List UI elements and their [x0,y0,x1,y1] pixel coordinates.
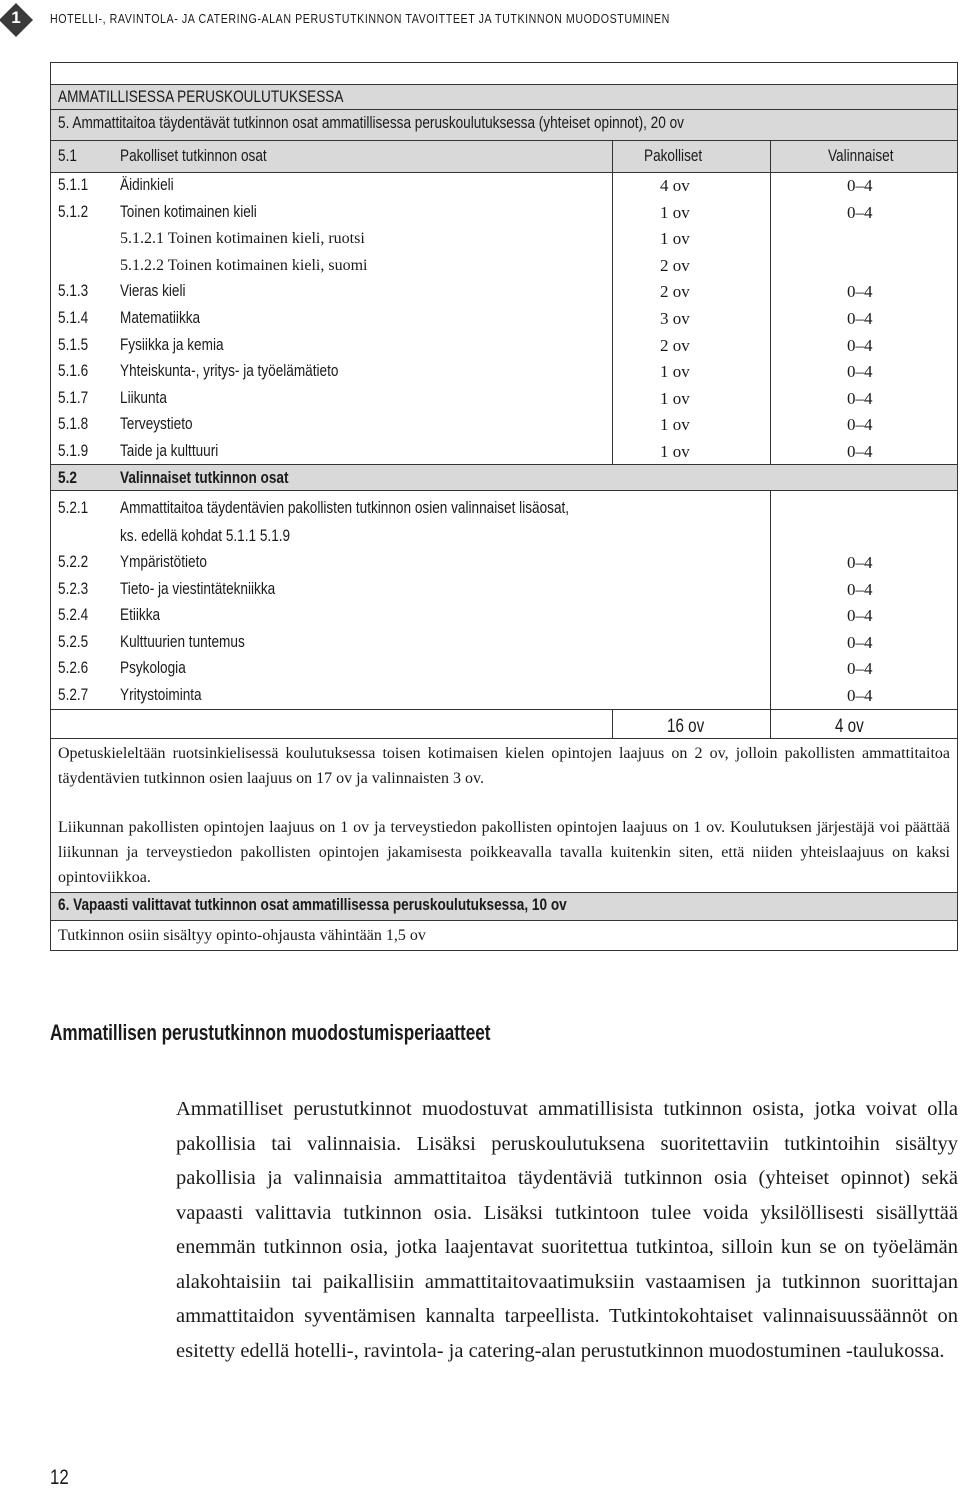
optional-header-number: 5.2 [58,468,77,487]
row-label: Etiikka [120,605,161,625]
row-label: Taide ja kulttuuri [120,441,219,460]
row-mandatory-value: 1 ov [660,229,690,249]
note-pe-health: Liikunnan pakollisten opintojen laajuus on 1 ov ja terveystiedon pakollisten opintojen laajuus on 1 ov. Koulutuksen järjestäjä voi päättää liikunnan ja terveystiedon pakollisten opintojen jakamisesta poikkeavalla tavalla kuitenkin siten, että niiden yhteislaajuus on kaksi opintoviikkoa. [58,819,950,886]
row-mandatory-value: 2 ov [660,282,690,302]
study-units-table [50,62,958,951]
row-label: Ympäristötieto [120,552,207,571]
row-label: Terveystieto [120,414,193,434]
row-label: Yhteiskunta-, yritys- ja työelämätieto [120,361,339,381]
row-optional-value: 0–4 [847,659,873,679]
optional-first-line2: ks. edellä kohdat 5.1.1 5.1.9 [120,526,291,545]
optional-header-label: Valinnaiset tutkinnon osat [120,468,289,487]
table-title: AMMATILLISESSA PERUSKOULUTUKSESSA [58,87,344,106]
row-optional-value: 0–4 [847,202,873,222]
row-number: 5.1.9 [58,441,89,460]
col-header-mandatory: Pakolliset [644,146,703,165]
row-mandatory-value: 2 ov [660,335,690,355]
section-heading: Ammatillisen perustutkinnon muodostumisperiaatteet [50,1020,491,1045]
row-label: 5.1.2.2 Toinen kotimainen kieli, suomi [120,256,368,274]
row-label: Psykologia [120,658,186,678]
note-swedish-instruction: Opetuskieleltään ruotsinkielisessä koulutuksessa toisen kotimaisen kielen opintojen laajuus on 2 ov, jolloin pakollisten ammattitaitoa täydentävien tutkinnon osien laajuus on 17 ov ja valinnaisten 3 ov. [58,745,950,787]
body-paragraph: Ammatilliset perustutkinnot muodostuvat ammatillisista tutkinnon osista, jotka voivat olla pakollisia tai valinnaisia. Lisäksi peruskoulutuksena suoritettaviin tutkintoihin sisältyy pakollisia ja valinnaisia ammattitaitoa täydentäviä tutkinnon osia (yhteiset opinnot) sekä vapaasti valittavia tutkinnon osia. Lisäksi tutkintoon tulee voida yksilöllisesti sisällyttää enemmän tutkinnon osia, jotka laajentavat suoritettua tutkintoa, silloin kun se on työelämän alakohtaisiin tai paikallisiin ammattitaitovaatimuksiin vastaamisen ja tutkinnon suorittajan ammattitaidon syventämisen kannalta tarpeellista. Tutkintokohtaiset valinnaisuussäännöt on esitetty edellä hotelli-, ravintola- ja catering-alan perustutkinnon muodostuminen -taulukossa. [176,1098,958,1362]
row-number: 5.2.7 [58,685,89,704]
row-mandatory-value: 2 ov [660,255,690,275]
row-label: Tieto- ja viestintätekniikka [120,578,276,598]
row-optional-value: 0–4 [847,606,873,626]
row-label: Kulttuurien tuntemus [120,631,245,651]
row-number: 5.1.1 [58,175,89,194]
row-optional-value: 0–4 [847,579,873,599]
row-mandatory-value: 1 ov [660,442,690,461]
running-header: HOTELLI-, RAVINTOLA- JA CATERING-ALAN PERUSTUTKINNON TAVOITTEET JA TUTKINNON MUODOSTUMINEN [50,11,670,26]
col-header-optional: Valinnaiset [828,146,894,165]
row-optional-value: 0–4 [847,388,873,408]
mandatory-header-label: Pakolliset tutkinnon osat [120,146,267,165]
row-optional-value: 0–4 [847,282,873,302]
row-label: Toinen kotimainen kieli [120,201,257,221]
section-5-title: 5. Ammattitaitoa täydentävät tutkinnon osat ammatillisessa peruskoulutuksessa (yhteiset opinnot), 20 ov [58,113,684,132]
row-optional-value: 0–4 [847,362,873,382]
row-number: 5.1.6 [58,361,89,381]
row-optional-value: 0–4 [847,176,873,195]
row-optional-value: 0–4 [847,553,873,572]
row-label: Matematiikka [120,308,201,327]
row-mandatory-value: 4 ov [660,176,690,195]
mandatory-header-number: 5.1 [58,146,77,165]
row-label: Fysiikka ja kemia [120,334,224,354]
row-mandatory-value: 1 ov [660,388,690,408]
row-optional-value: 0–4 [847,442,873,461]
row-label: Äidinkieli [120,175,174,194]
page-number: 12 [50,1466,69,1489]
row-number: 5.1.7 [58,387,89,407]
row-optional-value: 0–4 [847,632,873,652]
row-mandatory-value: 3 ov [660,309,690,328]
row-mandatory-value: 1 ov [660,362,690,382]
row-label: Vieras kieli [120,281,186,301]
row-optional-value: 0–4 [847,335,873,355]
row-mandatory-value: 1 ov [660,202,690,222]
row-optional-value: 0–4 [847,309,873,328]
row-number: 5.2.6 [58,658,89,678]
row-number: 5.1.5 [58,334,89,354]
total-optional: 4 ov [835,716,864,737]
optional-first-number: 5.2.1 [58,498,89,517]
section-6-note: Tutkinnon osiin sisältyy opinto-ohjausta vähintään 1,5 ov [58,927,426,944]
total-mandatory: 16 ov [667,716,705,737]
optional-first-line1: Ammattitaitoa täydentävien pakollisten tutkinnon osien valinnaiset lisäosat, [120,498,570,517]
row-number: 5.2.3 [58,578,89,598]
row-optional-value: 0–4 [847,415,873,435]
chapter-number: 1 [11,8,21,27]
row-label: Yritystoiminta [120,685,202,704]
row-optional-value: 0–4 [847,686,873,705]
row-number: 5.2.5 [58,631,89,651]
row-number: 5.1.2 [58,201,89,221]
section-6-title: 6. Vapaasti valittavat tutkinnon osat ammatillisessa peruskoulutuksessa, 10 ov [58,895,567,914]
row-label: 5.1.2.1 Toinen kotimainen kieli, ruotsi [120,230,365,248]
row-number: 5.1.4 [58,308,89,327]
row-number: 5.2.2 [58,552,89,571]
chapter-badge [0,2,34,38]
row-number: 5.1.3 [58,281,89,301]
row-number: 5.2.4 [58,605,89,625]
row-mandatory-value: 1 ov [660,415,690,435]
row-number: 5.1.8 [58,414,89,434]
row-label: Liikunta [120,387,167,407]
